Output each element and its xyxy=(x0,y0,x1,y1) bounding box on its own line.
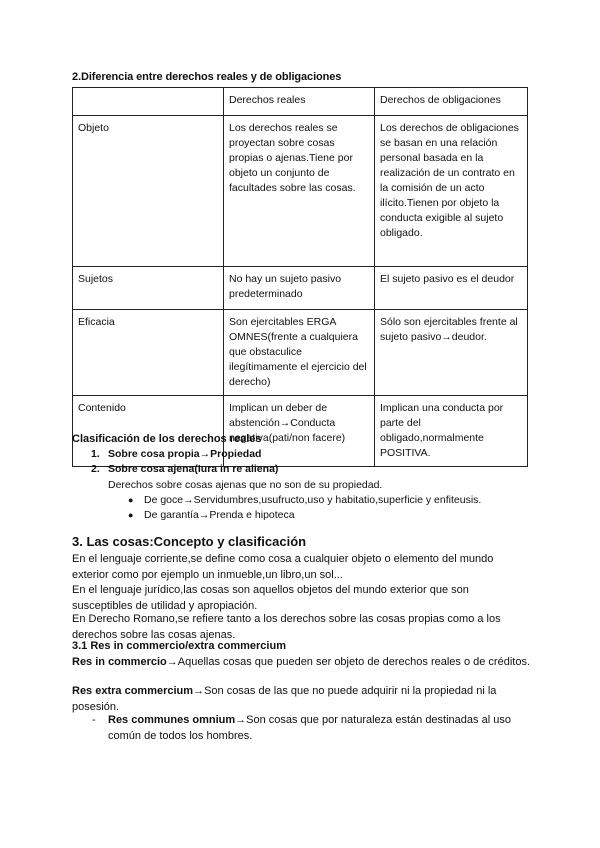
table-cell: Implican un deber de abstención→Conducta negativa(pati/non facere) xyxy=(224,396,375,467)
subsection-title: 3.1 Res in commercio/extra commercium xyxy=(72,640,286,652)
section-3-title: 3. Las cosas:Concepto y clasificación xyxy=(72,534,307,549)
definition-res-in-commercio xyxy=(72,655,532,671)
table-cell: Sólo son ejercitables frente al sujeto pasivo→deudor. xyxy=(375,310,528,396)
row-label: Sujetos xyxy=(73,267,224,310)
table-row xyxy=(73,267,528,310)
definition-text: →Son cosas que por naturaleza están destinadas al uso común de todos los hombres. xyxy=(108,714,511,742)
bullet-item: De goce→Servidumbres,usufructo,uso y habitatio,superficie y enfiteusis. xyxy=(144,494,482,506)
table-cell: Los derechos reales se proyectan sobre cosas propias o ajenas.Tiene por objeto un conjunto de facultades sobre las cosas. xyxy=(224,116,375,267)
table-header-cell xyxy=(73,88,224,116)
classification-description: Derechos sobre cosas ajenas que no son de su propiedad. xyxy=(108,479,383,491)
table-row xyxy=(73,116,528,267)
table-cell: El sujeto pasivo es el deudor xyxy=(375,267,528,310)
bullet-icon: ● xyxy=(128,495,134,505)
table-cell: Los derechos de obligaciones se basan en una relación personal basada en la realización de un contrato en la comisión de un acto ilícito.Tienen por objeto la conducta exigible al sujeto obligado. xyxy=(375,116,528,267)
table-cell: No hay un sujeto pasivo predeterminado xyxy=(224,267,375,310)
table-header-cell: Derechos reales xyxy=(224,88,375,116)
dash-marker: - xyxy=(92,714,96,726)
table-cell: Implican una conducta por parte del obligado,normalmente POSITIVA. xyxy=(375,396,528,467)
table-header-cell: Derechos de obligaciones xyxy=(375,88,528,116)
paragraph: En Derecho Romano,se refiere tanto a los derechos sobre las cosas propias como a los derechos sobre las cosas ajenas. xyxy=(72,613,501,641)
list-number: 2. xyxy=(91,463,100,475)
term: Res extra commercium xyxy=(72,685,194,697)
row-label: Objeto xyxy=(73,116,224,267)
classification-title: Clasificación de los derechos reales xyxy=(72,433,262,445)
paragraph: En el lenguaje jurídico,las cosas son aquellos objetos del mundo exterior que son susceptibles de utilidad y apropiación. xyxy=(72,584,469,612)
row-label: Contenido xyxy=(73,396,224,467)
term: Res in commercio xyxy=(72,656,167,668)
section-2-title: 2.Diferencia entre derechos reales y de obligaciones xyxy=(72,71,342,83)
table-header-row xyxy=(73,88,528,116)
list-item: Sobre cosa ajena(Iura in re aliena) xyxy=(108,463,279,475)
bullet-item: De garantía→Prenda e hipoteca xyxy=(144,509,295,521)
definition-res-communes-omnium xyxy=(108,713,528,744)
bullet-icon: ● xyxy=(128,510,134,520)
definition-res-extra-commercium xyxy=(72,684,532,715)
table-row xyxy=(73,310,528,396)
term: Res communes omnium xyxy=(108,714,236,726)
table-cell: Son ejercitables ERGA OMNES(frente a cualquiera que obstaculice ilegítimamente el ejercicio del derecho) xyxy=(224,310,375,396)
row-label: Eficacia xyxy=(73,310,224,396)
paragraph: En el lenguaje corriente,se define como cosa a cualquier objeto o elemento del mundo exterior como por ejemplo un inmueble,un libro,un sol... xyxy=(72,553,494,581)
list-number: 1. xyxy=(91,448,100,460)
list-item: Sobre cosa propia→Propiedad xyxy=(108,448,262,460)
definition-text: →Son cosas de las que no puede adquirir ni la propiedad ni la posesión. xyxy=(72,685,497,713)
comparison-table xyxy=(72,87,528,467)
definition-text: →Aquellas cosas que pueden ser objeto de derechos reales o de créditos. xyxy=(166,656,530,668)
